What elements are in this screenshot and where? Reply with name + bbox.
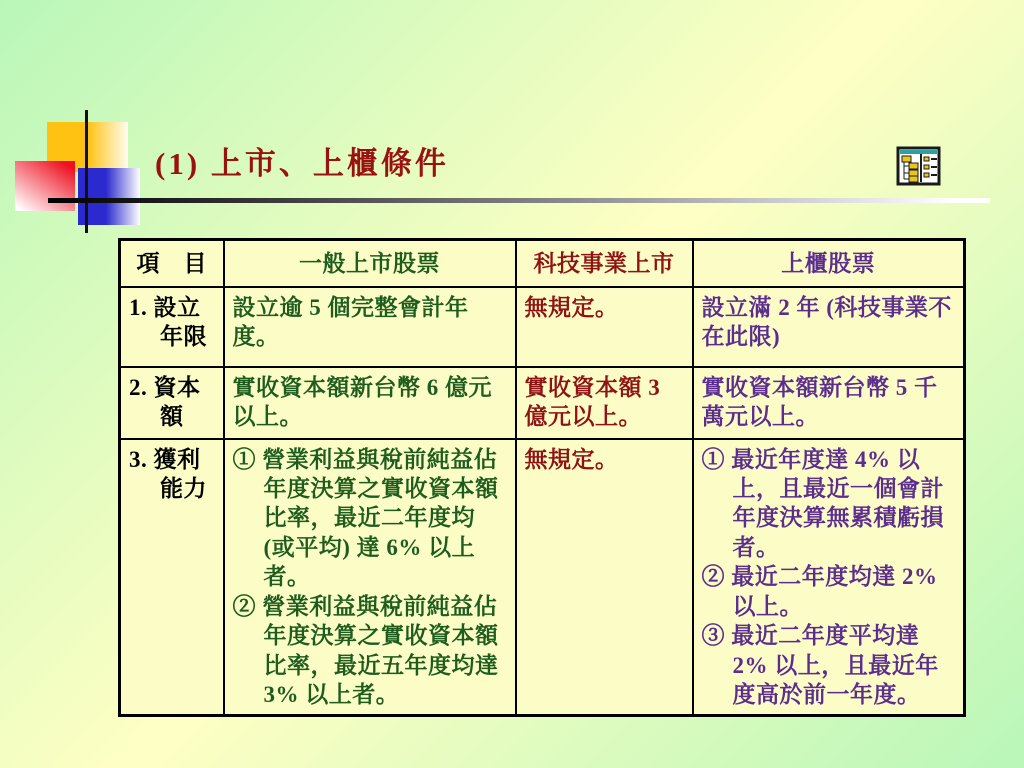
list-item: ① 最近年度達 4% 以上，且最近一個會計年度決算無累積虧損者。 [701, 446, 945, 560]
cell-item-2 [120, 367, 224, 439]
cell-tech-3: 無規定。 [516, 439, 693, 716]
cell-tech-1: 無規定。 [516, 287, 693, 367]
header-item: 項 目 [120, 240, 224, 287]
cell-general-3 [224, 439, 516, 716]
org-chart-window-icon [896, 146, 942, 188]
cell-tech-2: 實收資本額 3 億元以上。 [516, 367, 693, 439]
cell-otc-3 [693, 439, 965, 716]
table-header-row [120, 240, 965, 287]
cell-general-2: 實收資本額新台幣 6 億元以上。 [224, 367, 516, 439]
slide-title: (1) 上市、上櫃條件 [155, 146, 449, 181]
list-item: ③ 最近二年度平均達 2% 以上，且最近年度高於前一年度。 [701, 623, 939, 707]
org-chart-window-icon-svg [896, 146, 942, 188]
table-row [120, 367, 965, 439]
list-item: ① 營業利益與稅前純益佔年度決算之實收資本額比率，最近二年度均 (或平均) 達 6% 以上者。 [232, 446, 499, 590]
list-item: ② 營業利益與稅前純益佔年度決算之實收資本額比率，最近五年度均達 3% 以上者。 [232, 593, 499, 707]
header-otc-stock: 上櫃股票 [693, 240, 965, 287]
cell-general-1: 設立逾 5 個完整會計年度。 [224, 287, 516, 367]
item-label: 2. 資本額 [129, 374, 201, 429]
cell-otc-1: 設立滿 2 年 (科技事業不在此限) [693, 287, 965, 367]
horizontal-gradient-rule [48, 198, 990, 203]
table-row [120, 287, 965, 367]
header-general-listing: 一般上市股票 [224, 240, 516, 287]
table-row [120, 439, 965, 716]
cell-otc-2: 實收資本額新台幣 5 千萬元以上。 [693, 367, 965, 439]
listing-conditions-table [118, 238, 966, 717]
header-tech-listing: 科技事業上市 [516, 240, 693, 287]
cell-item-1 [120, 287, 224, 367]
list-item: ② 最近二年度均達 2% 以上。 [701, 564, 938, 619]
item-label: 1. 設立年限 [129, 294, 208, 349]
vertical-black-rule [85, 110, 88, 233]
cell-item-3 [120, 439, 224, 716]
item-label: 3. 獲利能力 [129, 446, 208, 501]
red-gradient-square [15, 161, 75, 211]
